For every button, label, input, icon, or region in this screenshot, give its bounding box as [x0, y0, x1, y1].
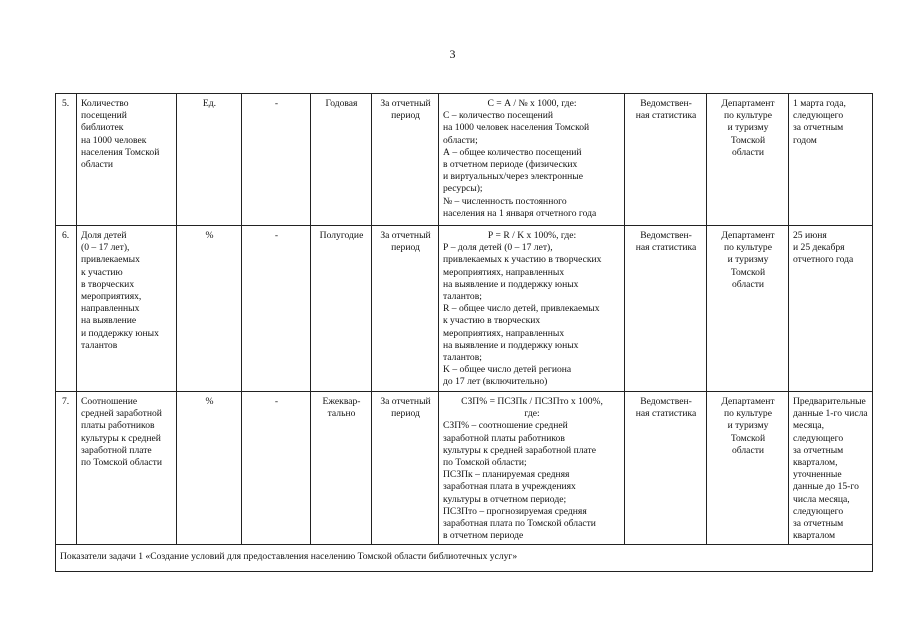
frequency: Полугодие — [311, 226, 372, 392]
indicators-table — [55, 93, 873, 572]
unit: % — [177, 392, 242, 545]
formula-body: СЗП% – соотношение средней заработной платы работников культуры к средней заработной плате по Томской области; ПСЗПк – планируемая средняя заработная плата в учреждениях культуры в отчетном периоде; ПСЗПто – прогнозируемая средняя заработная плата по Томской области в отчетном периоде — [443, 420, 596, 542]
responsible: Департамент по культуре и туризму Томской области — [707, 392, 789, 545]
table-row — [56, 226, 873, 392]
deadline: Предварительные данные 1-го числа месяца, следующего за отчетным кварталом, уточненные данные до 15-го числа месяца, следующего за отчетным кварталом — [789, 392, 873, 545]
unit: % — [177, 226, 242, 392]
row-number: 6. — [56, 226, 77, 392]
dash-cell: - — [242, 392, 311, 545]
dash-cell: - — [242, 226, 311, 392]
deadline: 25 июня и 25 декабря отчетного года — [789, 226, 873, 392]
period: За отчетный период — [372, 392, 439, 545]
frequency: Ежеквар- тально — [311, 392, 372, 545]
data-source: Ведомствен- ная статистика — [625, 94, 707, 226]
table-row — [56, 392, 873, 545]
page-number: 3 — [449, 47, 456, 61]
data-source: Ведомствен- ная статистика — [625, 226, 707, 392]
row-number: 5. — [56, 94, 77, 226]
formula-head: СЗП% = ПСЗПк / ПСЗПто х 100%, где: — [461, 396, 603, 420]
table-row — [56, 94, 873, 226]
formula-body: С – количество посещений на 1000 человек населения Томской области; А – общее количество посещений в отчетном периоде (физических и виртуальных/через электронные ресурсы); № – численность постоянного населения на 1 января отчетного года — [443, 110, 597, 219]
indicator-name: Доля детей (0 – 17 лет), привлекаемых к участию в творческих мероприятиях, направленных на выявление и поддержку юных талантов — [77, 226, 177, 392]
period: За отчетный период — [372, 94, 439, 226]
data-source: Ведомствен- ная статистика — [625, 392, 707, 545]
section-footer-row — [56, 545, 873, 572]
formula-cell — [439, 94, 625, 226]
dash-cell: - — [242, 94, 311, 226]
frequency: Годовая — [311, 94, 372, 226]
responsible: Департамент по культуре и туризму Томской области — [707, 94, 789, 226]
formula-cell — [439, 226, 625, 392]
indicator-name: Количество посещений библиотек на 1000 человек населения Томской области — [77, 94, 177, 226]
responsible: Департамент по культуре и туризму Томской области — [707, 226, 789, 392]
deadline: 1 марта года, следующего за отчетным годом — [789, 94, 873, 226]
formula-cell — [439, 392, 625, 545]
unit: Ед. — [177, 94, 242, 226]
formula-head: С = А / № х 1000, где: — [487, 98, 577, 109]
row-number: 7. — [56, 392, 77, 545]
formula-head: Р = R / K х 100%, где: — [487, 230, 577, 241]
section-footer: Показатели задачи 1 «Создание условий для предоставления населению Томской области библиотечных услуг» — [56, 545, 873, 572]
period: За отчетный период — [372, 226, 439, 392]
indicator-name: Соотношение средней заработной платы работников культуры к средней заработной плате по Томской области — [77, 392, 177, 545]
formula-body: Р – доля детей (0 – 17 лет), привлекаемых к участию в творческих мероприятиях, направленных на выявление и поддержку юных талантов; R – общее число детей, привлекаемых к участию в творческих мероприятиях, направленных на выявление и поддержку юных талантов; K – общее число детей региона до 17 лет (включительно) — [443, 242, 602, 388]
